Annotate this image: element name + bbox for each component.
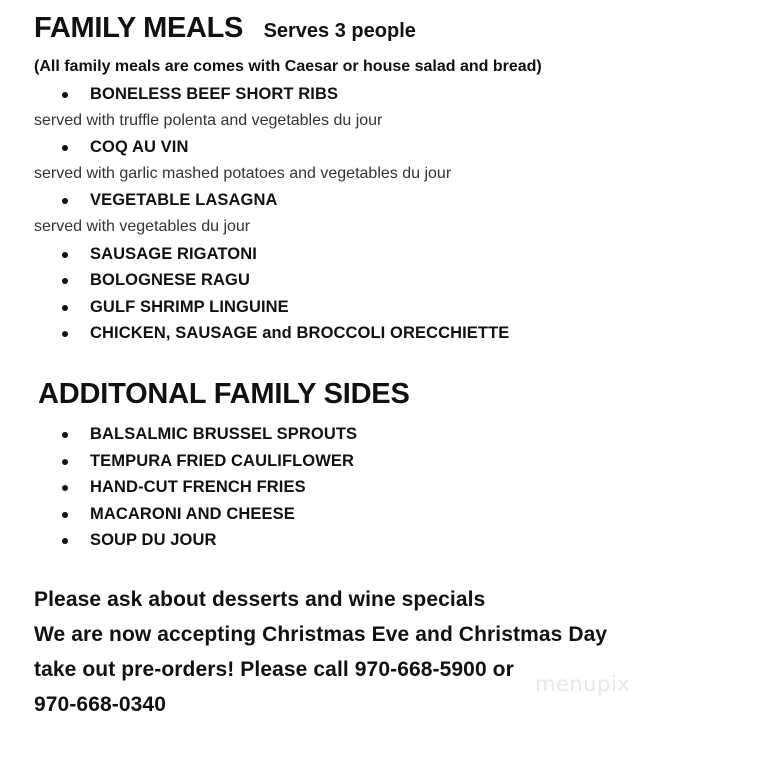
side-name: TEMPURA FRIED CAULIFLOWER xyxy=(90,451,355,470)
dish-name: GULF SHRIMP LINGUINE xyxy=(90,297,289,316)
dish-description: served with vegetables du jour xyxy=(34,217,251,235)
bullet-icon xyxy=(62,432,68,438)
side-name: BALSALMIC BRUSSEL SPROUTS xyxy=(90,425,358,443)
bullet-icon xyxy=(62,278,68,284)
dish-description: served with truffle polenta and vegetables du jour xyxy=(34,111,383,129)
dish-name: SAUSAGE RIGATONI xyxy=(90,244,257,263)
menu-item xyxy=(0,320,509,347)
side-name: SOUP DU JOUR xyxy=(90,531,217,550)
side-item xyxy=(0,501,357,528)
side-name: HAND-CUT FRENCH FRIES xyxy=(90,478,306,497)
side-item xyxy=(0,448,357,475)
menu-item xyxy=(0,241,509,268)
dish-name: COQ AU VIN xyxy=(90,138,189,157)
family-meals-heading xyxy=(34,12,416,45)
footer-line: 970-668-0340 xyxy=(34,693,166,716)
family-sides-list xyxy=(0,421,357,554)
menu-item xyxy=(0,81,509,108)
side-item xyxy=(0,527,357,554)
watermark: menupix xyxy=(535,672,631,696)
menu-item xyxy=(0,134,509,161)
bullet-icon xyxy=(62,459,68,465)
footer-line: take out pre-orders! Please call 970-668-5900 or xyxy=(34,658,514,681)
dish-name: BOLOGNESE RAGU xyxy=(90,271,250,290)
side-item xyxy=(0,421,357,448)
included-sides-note: (All family meals are comes with Caesar or house salad and bread) xyxy=(34,58,542,75)
footer-line: We are now accepting Christmas Eve and Christmas Day xyxy=(34,623,608,646)
bullet-icon xyxy=(62,305,68,311)
dish-name: CHICKEN, SAUSAGE and BROCCOLI ORECCHIETTE xyxy=(90,324,510,343)
side-name: MACARONI AND CHEESE xyxy=(90,504,295,523)
side-item xyxy=(0,474,357,501)
dish-description: served with garlic mashed potatoes and vegetables du jour xyxy=(34,164,452,182)
bullet-icon xyxy=(62,485,68,491)
bullet-icon xyxy=(62,512,68,518)
family-meals-list xyxy=(0,81,509,347)
section-title: FAMILY MEALS xyxy=(34,12,244,44)
dish-name: BONELESS BEEF SHORT RIBS xyxy=(90,85,339,103)
menu-item xyxy=(0,294,509,321)
menu-item xyxy=(0,187,509,214)
sides-section-title: ADDITONAL FAMILY SIDES xyxy=(38,378,410,410)
bullet-icon xyxy=(62,252,68,258)
dish-name: VEGETABLE LASAGNA xyxy=(90,191,278,210)
bullet-icon xyxy=(62,331,68,337)
bullet-icon xyxy=(62,198,68,204)
bullet-icon xyxy=(62,538,68,544)
serves-note: Serves 3 people xyxy=(263,20,416,42)
bullet-icon xyxy=(62,145,68,151)
menu-item xyxy=(0,267,509,294)
footer-notice xyxy=(34,582,607,722)
footer-line: Please ask about desserts and wine specials xyxy=(34,588,486,611)
bullet-icon xyxy=(62,92,68,98)
